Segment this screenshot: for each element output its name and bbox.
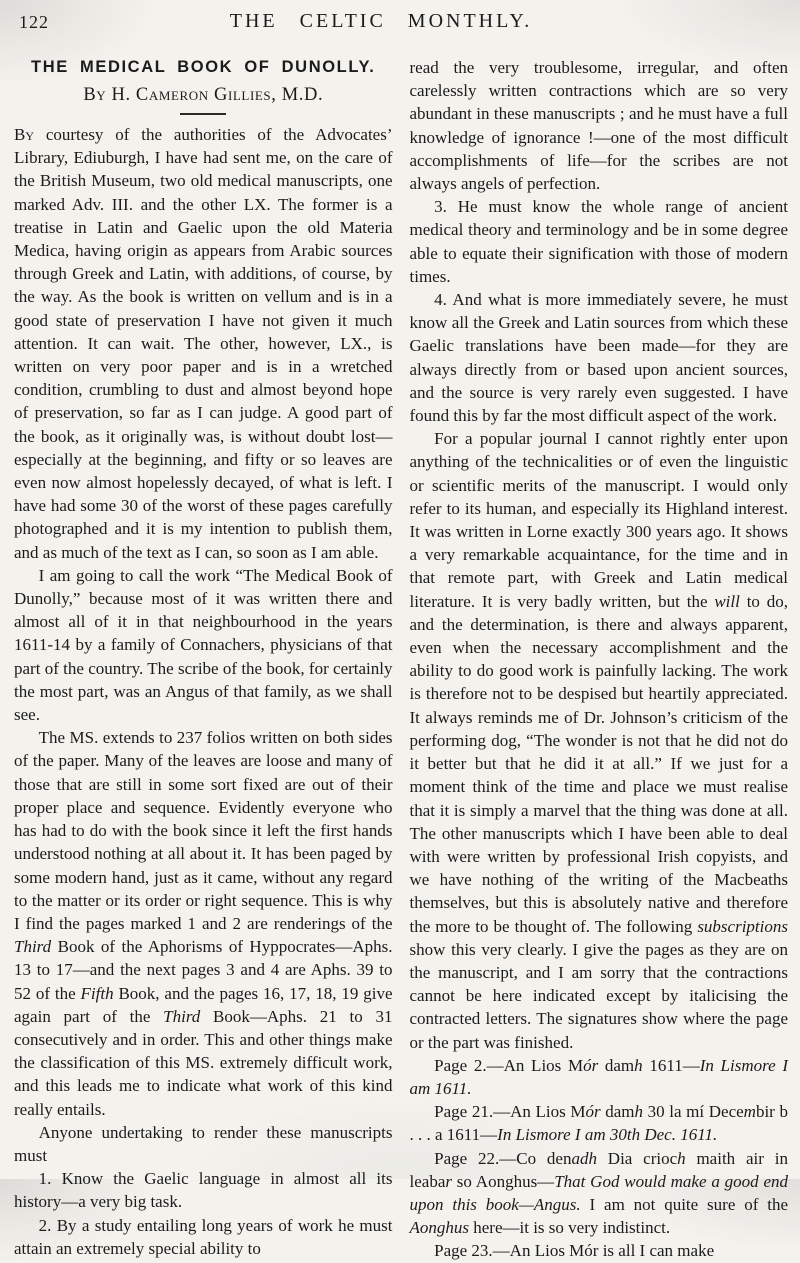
paragraph: Page 22.—Co denadh Dia crioch maith air in leabar so Aonghus—That God would make a good end upon this book—Angus. I am not quite sure of the Aonghus here—it is so very indistinct. bbox=[409, 1148, 788, 1238]
two-column-body bbox=[14, 56, 788, 1263]
paragraph: Page 23.—An Lios Mór is all I can make bbox=[434, 1241, 715, 1261]
italic-text: h bbox=[677, 1148, 686, 1168]
journal-title: THE CELTIC MONTHLY. bbox=[229, 10, 533, 32]
italic-text: That God would make a good end upon this book—Angus. bbox=[409, 1171, 788, 1214]
italic-text: ór bbox=[585, 1102, 601, 1122]
paragraph: For a popular journal I cannot rightly enter upon anything of the technicalities or of even the linguistic or scientific merits of the manuscript. I would only refer to its human, and especially its Highland interest. It was written in Lorne exactly 300 years ago. It shows a very remarkable acquaintance, for the time and in that remote part, with Greek and Latin medical literature. It is very badly written, but the will to do, and the determination, is there and always apparent, even when the necessary accomplishment and the ability to do good work is painfully lacking. The work is therefore not to be despised but heartily appreciated. It always reminds me of Dr. Johnson’s criticism of the performing dog, “The wonder is not that he did not do it better but that he did it at all.” If we just for a moment think of the time and place we must realise that it is simply a marvel that the thing was done at all. The other manuscripts which I have been able to deal with were written by professional Irish copyists, and we have nothing of the writing of the Macbeaths themselves, but this is absolutely native and therefore the more to be thought of. The following subscriptions show this very clearly. I give the pages as they are on the manuscript, and I am sorry that the contractions cannot be here indicated except by italicising the contracted letters. The signatures show where the page or the part was finished. bbox=[409, 429, 788, 1052]
article-byline: By H. Cameron Gillies, M.D. bbox=[83, 85, 324, 105]
italic-text: Third bbox=[163, 1006, 201, 1026]
paragraph: 1. Know the Gaelic language in almost all its history—a very big task. bbox=[14, 1169, 393, 1212]
italic-text: r bbox=[445, 1171, 452, 1191]
smallcaps-text: By bbox=[14, 125, 35, 144]
italic-text: subscriptions bbox=[697, 916, 788, 936]
left-column bbox=[14, 56, 393, 1263]
italic-text: adh bbox=[571, 1148, 597, 1168]
byline-rule bbox=[180, 113, 226, 115]
paragraph: I am going to call the work “The Medical Book of Dunolly,” because most of it was written there and almost all of it in that neighbourhood in the years 1611-14 by a family of Connachers, physicians of that part of the country. The scribe of the book, for certainly the most part, was an Angus of that family, as we shall see. bbox=[14, 565, 393, 725]
page-number: 122 bbox=[19, 12, 49, 32]
italic-text: h bbox=[634, 1055, 643, 1075]
paragraph: Anyone undertaking to render these manuscripts must bbox=[14, 1122, 393, 1165]
italic-text: In Lismore I am 30th Dec. 1611. bbox=[497, 1125, 718, 1145]
italic-text: Third bbox=[14, 937, 52, 957]
right-column bbox=[410, 56, 789, 1263]
paragraph: Page 2.—An Lios Mór damh 1611—In Lismore I am 1611. bbox=[409, 1055, 788, 1098]
italic-text: will bbox=[714, 591, 740, 611]
paragraph: By courtesy of the authorities of the Advocates’ Library, Ediuburgh, I have had sent me, on the care of the British Museum, two old medical manuscripts, one marked Adv. III. and the other LX. The former is a treatise in Latin and Gaelic upon the old Materia Medica, having origin as appears from Arabic sources through Greek and Latin, with additions, of course, by the way. As the book is written on vellum and is in a good state of preservation I have not given it much attention. It can wait. The other, however, LX., is written on very poor paper and is in a wretched condition, crumbling to dust and almost beyond hope of preservation, so far as I can judge. A good part of the book, as it originally was, is without doubt lost—especially at the beginning, and fifty or so leaves are even now almost hopelessly decayed, of what is left. I have had some 30 of the worst of these pages carefully photographed and it is my intention to publish them, and as much of the text as I can, so soon as I am able. bbox=[14, 125, 393, 562]
masthead bbox=[14, 10, 788, 44]
italic-text: h bbox=[634, 1102, 643, 1122]
paragraph: Page 21.—An Lios Mór damh 30 la mí Decembir b . . . a 1611—In Lismore I am 30th Dec. 1611. bbox=[409, 1102, 788, 1145]
left-column-paragraphs bbox=[14, 123, 393, 1260]
italic-text: Aonghus bbox=[409, 1218, 469, 1238]
italic-text: In Lismore I am 1611. bbox=[409, 1055, 788, 1098]
right-column-paragraphs bbox=[410, 56, 789, 1263]
paragraph: 2. By a study entailing long years of work he must attain an extremely special ability to bbox=[14, 1215, 393, 1258]
paragraph: read the very troublesome, irregular, and often carelessly written contractions which are so very abundant in these manuscripts ; and he must have a full knowledge of ignorance !—one of the most difficult accomplishments of life—for the scribes are not always angels of perfection. bbox=[409, 58, 788, 194]
article-title: THE MEDICAL BOOK OF DUNOLLY. bbox=[31, 58, 376, 76]
italic-text: Fifth bbox=[80, 983, 114, 1003]
paragraph: 4. And what is more immediately severe, he must know all the Greek and Latin sources from which these Gaelic translations have been made—for they are always directly from or based upon ancient sources, and the source is very rarely even suggested. I have found this by far the most difficult aspect of the work. bbox=[409, 290, 788, 426]
paragraph: The MS. extends to 237 folios written on both sides of the paper. Many of the leaves are loose and many of those that are still in some sort fixed are out of their proper place and sequence. Evidently everyone who has had to do with the book since it left the first hands understood nothing at all about it. It has been paged by some modern hand, just as it came, without any regard to the matter or its order or right sequence. This is why I find the pages marked 1 and 2 are renderings of the Third Book of the Aphorisms of Hyppocrates—Aphs. 13 to 17—and the next pages 3 and 4 are Aphs. 39 to 52 of the Fifth Book, and the pages 16, 17, 18, 19 give again part of the Third Book—Aphs. 21 to 31 consecutively and in order. This and other things make the classification of this MS. extremely difficult work, and this leads me to indicate what work of this kind really entails. bbox=[14, 728, 393, 1119]
italic-text: m bbox=[743, 1102, 756, 1122]
paragraph: 3. He must know the whole range of ancient medical theory and terminology and be in some degree able to equate their signification with those of modern times. bbox=[409, 197, 788, 286]
italic-text: ór bbox=[583, 1055, 599, 1075]
